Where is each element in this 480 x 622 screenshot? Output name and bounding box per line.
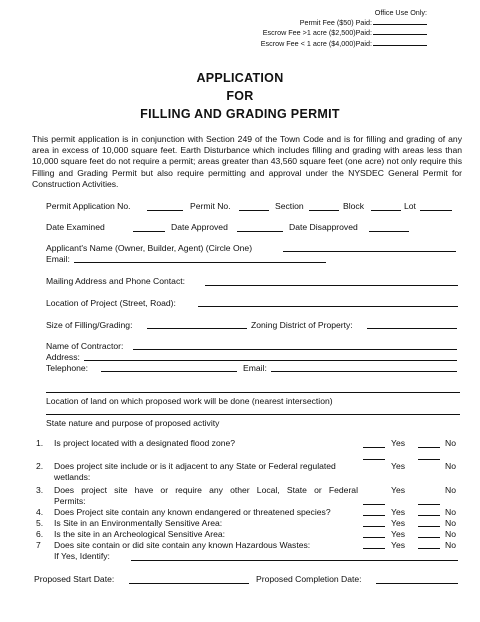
zoning-field[interactable]	[367, 328, 457, 329]
land-location-field[interactable]	[46, 392, 460, 393]
question-2-no-blank[interactable]	[418, 459, 440, 460]
block-field[interactable]	[371, 210, 401, 211]
question-3-no-blank[interactable]	[418, 504, 440, 505]
question-2-no-label: No	[445, 461, 456, 471]
question-text: Is Site in an Environmentally Sensitive Area:	[54, 518, 223, 528]
question-text: Does Project site contain any known endangered or threatened species?	[54, 507, 331, 517]
question-text: Does site contain or did site contain any known Hazardous Wastes:	[54, 540, 311, 550]
contractor-email-field[interactable]	[271, 371, 457, 372]
permit-fee-paid-field[interactable]	[373, 24, 427, 25]
contractor-telephone-label: Telephone:	[46, 363, 89, 373]
start-date-field[interactable]	[129, 583, 249, 584]
date-approved-label: Date Approved	[171, 222, 228, 232]
question-1-yes-label: Yes	[391, 438, 406, 448]
contractor-telephone-field[interactable]	[101, 371, 237, 372]
office-use-block	[261, 8, 427, 49]
date-disapproved-field[interactable]	[369, 231, 409, 232]
permit-fee-label: Permit Fee ($50) Paid:	[299, 18, 372, 28]
title-permit: FILLING AND GRADING PERMIT	[140, 107, 340, 121]
contractor-address-field[interactable]	[84, 360, 457, 361]
permit-no-label: Permit No.	[190, 201, 231, 211]
intro-paragraph: This permit application is in conjunction with Section 249 of the Town Code and is for filling and grading of any area in excess of 10,000 square feet. Earth Disturbance which includes filling and grading with areas less than 10,000 square feet do not require a permit; areas greater than 43,560 square feet (one acre) not only require this Filling and Grading Permit but also require permitting and approval under the NYSDEC General Permit for Construction Activities.	[32, 134, 462, 189]
completion-date-label: Proposed Completion Date:	[256, 574, 362, 584]
zoning-label: Zoning District of Property:	[251, 320, 353, 330]
permit-no-field[interactable]	[239, 210, 269, 211]
question-6-no-label: No	[445, 529, 456, 539]
question-number: 7	[36, 540, 41, 550]
applicant-email-label: Email:	[46, 254, 70, 264]
question-2-yes-label: Yes	[391, 461, 406, 471]
date-approved-field[interactable]	[237, 231, 283, 232]
question-6-no-blank[interactable]	[418, 537, 440, 538]
question-1-no-blank[interactable]	[418, 447, 440, 448]
size-label: Size of Filling/Grading:	[46, 320, 133, 330]
question-text-continued: wetlands:	[54, 472, 91, 482]
lot-field[interactable]	[420, 210, 452, 211]
app-no-label: Permit Application No.	[46, 201, 131, 211]
question-number: 1.	[36, 438, 44, 448]
size-field[interactable]	[147, 328, 247, 329]
app-no-field[interactable]	[147, 210, 183, 211]
date-examined-label: Date Examined	[46, 222, 105, 232]
question-number: 6.	[36, 529, 44, 539]
question-6-yes-blank[interactable]	[363, 537, 385, 538]
applicant-field[interactable]	[283, 251, 456, 252]
date-disapproved-label: Date Disapproved	[289, 222, 358, 232]
question-1-yes-blank[interactable]	[363, 447, 385, 448]
question-number: 4.	[36, 507, 44, 517]
question-7-yes-label: Yes	[391, 540, 406, 550]
escrow-fee-small-label: Escrow Fee < 1 acre ($4,000)Paid:	[260, 38, 372, 48]
question-1-no-label: No	[445, 438, 456, 448]
contractor-email-label: Email:	[243, 363, 267, 373]
purpose-label: State nature and purpose of proposed activity	[46, 418, 220, 428]
title-application: APPLICATION	[196, 71, 284, 85]
applicant-email-field[interactable]	[74, 262, 326, 263]
if-yes-field[interactable]	[131, 560, 458, 561]
office-use-heading: Office Use Only:	[374, 8, 427, 17]
question-text-continued: Permits:	[54, 496, 86, 506]
question-text: Is project located with a designated flood zone?	[54, 438, 236, 448]
question-4-yes-blank[interactable]	[363, 515, 385, 516]
question-5-yes-label: Yes	[391, 518, 406, 528]
question-text: Does project site have or require any other Local, State or Federal	[54, 485, 358, 495]
lot-label: Lot	[404, 201, 416, 211]
question-text: Is the site in an Archeological Sensitive Area:	[54, 529, 226, 539]
question-2-yes-blank[interactable]	[363, 459, 385, 460]
question-number: 3.	[36, 485, 44, 495]
question-6-yes-label: Yes	[391, 529, 406, 539]
location-label: Location of Project (Street, Road):	[46, 298, 176, 308]
block-label: Block	[343, 201, 365, 211]
completion-date-field[interactable]	[376, 583, 458, 584]
location-field[interactable]	[198, 306, 458, 307]
escrow-fee-small-paid-field[interactable]	[373, 45, 427, 46]
question-number: 2.	[36, 461, 44, 471]
question-5-no-label: No	[445, 518, 456, 528]
question-7-yes-blank[interactable]	[363, 548, 385, 549]
purpose-field[interactable]	[46, 414, 460, 415]
escrow-fee-large-paid-field[interactable]	[373, 34, 427, 35]
question-4-yes-label: Yes	[391, 507, 406, 517]
question-3-no-label: No	[445, 485, 456, 495]
land-location-label: Location of land on which proposed work will be done (nearest intersection)	[46, 396, 333, 406]
title-for: FOR	[226, 89, 254, 103]
contractor-label: Name of Contractor:	[46, 341, 124, 351]
contractor-field[interactable]	[133, 349, 457, 350]
applicant-label: Applicant's Name (Owner, Builder, Agent) (Circle One)	[46, 243, 253, 253]
question-5-no-blank[interactable]	[418, 526, 440, 527]
question-text: Does project site include or is it adjacent to any State or Federal regulated	[54, 461, 336, 471]
question-4-no-label: No	[445, 507, 456, 517]
escrow-fee-large-label: Escrow Fee >1 acre ($2,500)Paid:	[262, 28, 372, 38]
question-7-no-blank[interactable]	[418, 548, 440, 549]
contractor-address-label: Address:	[46, 352, 80, 362]
question-7-no-label: No	[445, 540, 456, 550]
if-yes-label: If Yes, Identify:	[54, 551, 110, 561]
section-field[interactable]	[309, 210, 339, 211]
question-4-no-blank[interactable]	[418, 515, 440, 516]
question-3-yes-blank[interactable]	[363, 504, 385, 505]
date-examined-field[interactable]	[133, 231, 165, 232]
question-number: 5.	[36, 518, 44, 528]
mailing-label: Mailing Address and Phone Contact:	[46, 276, 186, 286]
question-3-yes-label: Yes	[391, 485, 406, 495]
mailing-field[interactable]	[205, 285, 458, 286]
question-5-yes-blank[interactable]	[363, 526, 385, 527]
section-label: Section	[275, 201, 304, 211]
start-date-label: Proposed Start Date:	[34, 574, 115, 584]
